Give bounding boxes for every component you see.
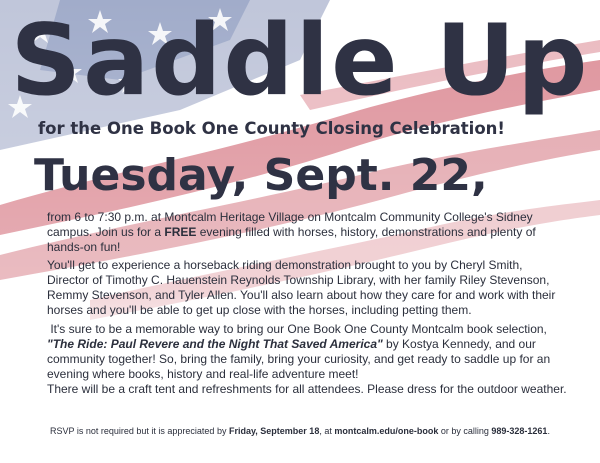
rsvp-url: montcalm.edu/one-book <box>334 426 439 436</box>
book-text-end: by Kostya Kennedy, and our community together! So, bring the family, bring your curiosity, and get ready to saddle up for an evening where books, history and real-life adventure meet! <box>47 337 551 381</box>
headline: Saddle Up <box>10 4 590 118</box>
event-date: Tuesday, Sept. 22, <box>34 150 488 201</box>
details-text-start: from 6 to 7:30 p.m. at Montcalm Heritage Village on Montcalm Community College's Sidney campus. Join us for a <box>47 210 533 239</box>
rsvp-text-3: or by calling <box>438 426 492 436</box>
event-details-paragraph <box>47 210 567 255</box>
details-text-end: evening filled with horses, history, demonstrations and plenty of hands-on fun! <box>47 225 536 254</box>
book-text-start: It's sure to be a memorable way to bring our One Book One County Montcalm book selection, <box>50 322 547 336</box>
rsvp-text-1: RSVP is not required but it is appreciated by <box>50 426 229 436</box>
book-title: "The Ride: Paul Revere and the Night That Saved America" <box>47 337 383 351</box>
rsvp-line <box>0 425 600 437</box>
rsvp-phone: 989-328-1261 <box>491 426 548 436</box>
rsvp-text-4: . <box>547 426 550 436</box>
demonstration-paragraph: You'll get to experience a horseback riding demonstration brought to you by Cheryl Smith, Director of Timothy C. Hauenstein Reynolds Township Library, with her family Riley Stevenson, Remmy Stevenson, and Tyler Allen. You'll also learn about how they care for and work with their horses and you'll be able to get up close with the horses, including petting them. <box>47 258 556 317</box>
refreshments-paragraph: There will be a craft tent and refreshments for all attendees. Please dress for the outdoor weather. <box>47 382 567 396</box>
rsvp-deadline: Friday, September 18 <box>228 426 320 436</box>
subheadline: for the One Book One County Closing Celebration! <box>38 119 505 138</box>
book-selection-paragraph <box>47 322 567 382</box>
rsvp-text-2: , at <box>319 426 335 436</box>
free-emphasis: FREE <box>164 225 197 239</box>
